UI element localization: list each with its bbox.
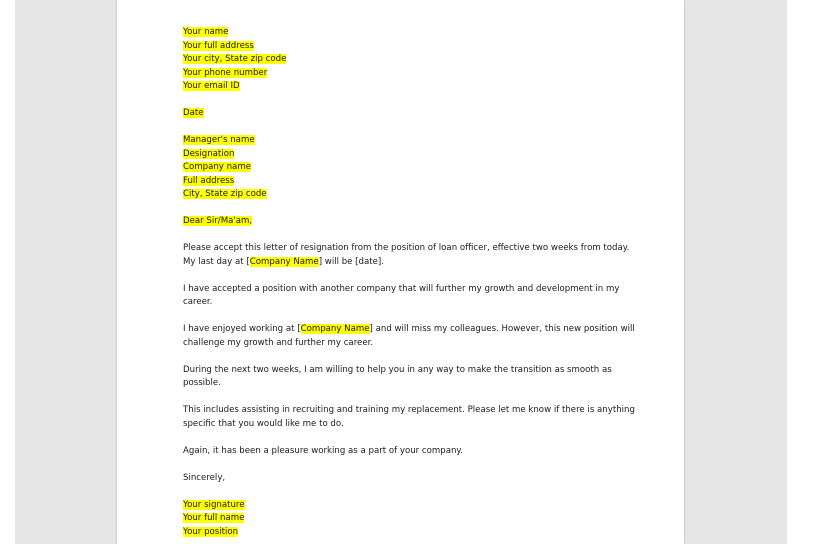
paragraph-1-line-2	[183, 256, 384, 269]
signature-line	[183, 499, 245, 512]
letter-date-text: Date	[183, 108, 204, 118]
salutation-text: Dear Sir/Ma'am,	[183, 216, 253, 226]
signature-full-name	[183, 512, 244, 525]
closing: Sincerely,	[183, 472, 226, 483]
sender-address-text: Your full address	[183, 40, 254, 51]
paragraph-1-line-1: Please accept this letter of resignation from the position of loan officer, effective two weeks from today.	[183, 243, 630, 253]
p1-company-placeholder: Company Name	[249, 256, 319, 267]
recipient-name-text: Manager's name	[183, 135, 255, 145]
sender-phone-text: Your phone number	[183, 67, 268, 78]
paragraph-4-line-2: possible.	[183, 378, 221, 388]
recipient-address-text: Full address	[183, 175, 235, 186]
recipient-company	[183, 161, 251, 174]
recipient-address	[183, 175, 234, 188]
recipient-designation	[183, 148, 234, 161]
paragraph-3-line-1	[183, 323, 635, 336]
signature-position-text: Your position	[183, 526, 239, 537]
sender-phone	[183, 67, 267, 80]
sender-name-text: Your name	[183, 27, 229, 37]
sender-email	[183, 80, 240, 93]
p1-post: ] will be [date].	[318, 256, 384, 267]
recipient-designation-text: Designation	[183, 148, 235, 159]
p3-post: ] and will miss my colleagues. However, this new position will	[369, 324, 635, 334]
sender-email-text: Your email ID	[183, 81, 240, 91]
sender-address	[183, 40, 254, 53]
recipient-city-text: City, State zip code	[183, 189, 267, 199]
recipient-company-text: Company name	[183, 162, 251, 172]
signature-full-name-text: Your full name	[183, 513, 245, 523]
signature-text: Your signature	[183, 499, 245, 510]
sender-city	[183, 53, 286, 66]
p3-pre: I have enjoyed working at [	[183, 324, 301, 334]
paragraph-2-line-1: I have accepted a position with another company that will further my growth and development in my	[183, 283, 620, 294]
salutation	[183, 215, 252, 228]
paragraph-4-line-1: During the next two weeks, I am willing to help you in any way to make the transition as smooth as	[183, 364, 612, 375]
recipient-name	[183, 134, 255, 147]
paragraph-5-line-1: This includes assisting in recruiting and training my replacement. Please let me know if there is anything	[183, 405, 635, 415]
sender-city-text: Your city, State zip code	[183, 54, 287, 64]
p3-company-placeholder: Company Name	[300, 324, 370, 334]
p1-pre: My last day at [	[183, 256, 250, 267]
letter-date	[183, 107, 204, 120]
paragraph-2-line-2: career.	[183, 297, 213, 307]
paragraph-3-line-2: challenge my growth and further my career.	[183, 337, 374, 348]
signature-position	[183, 526, 238, 539]
paragraph-6: Again, it has been a pleasure working as a part of your company.	[183, 445, 464, 456]
sender-name	[183, 26, 228, 39]
recipient-city	[183, 188, 267, 201]
paragraph-5-line-2: specific that you would like me to do.	[183, 418, 344, 429]
